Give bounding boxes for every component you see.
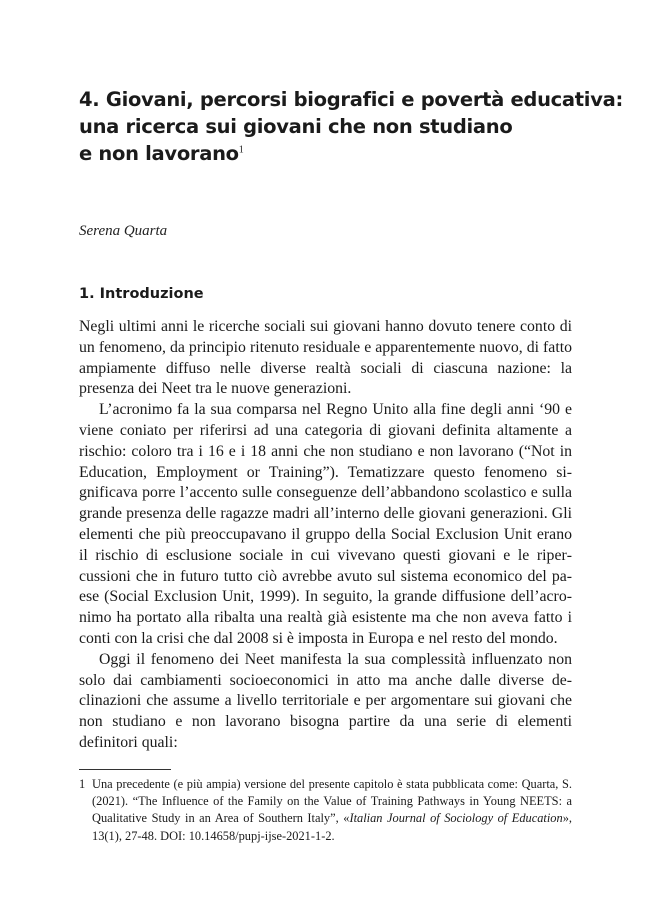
paragraph-3: Oggi il fenomeno dei Neet manifesta la sua complessità influenzato non solo dai cambiamenti socioeconomici in atto ma anche dalle diverse declinazioni che assume a livello territoriale e per argomentare sui giovani che non studiano e non lavorano bisogna partire da una serie di elementi definitori quali: bbox=[79, 650, 572, 751]
chapter-title-line-3-text: e non lavorano bbox=[79, 142, 239, 165]
footnote bbox=[79, 776, 572, 845]
footnote-text-before: Una precedente (e più ampia) versione del presente capitolo è stata pubblicata come: Quarta, S. (2021). “The Influence of the Family on the Value of Training Pathways in Young NEETS: a Qualitative Study in an Area of Southern Italy”, « bbox=[92, 777, 572, 826]
footnote-text-after: », 13(1), 27-48. DOI: 10.14658/pupj-ijse-2021-1-2. bbox=[92, 811, 572, 843]
body-text bbox=[79, 317, 572, 754]
section-heading: 1. Introduzione bbox=[79, 286, 204, 302]
footnote-number: 1 bbox=[79, 777, 86, 791]
footnote-reference[interactable]: 1 bbox=[238, 144, 244, 156]
paragraph-1: Negli ultimi anni le ricerche sociali sui giovani hanno dovuto tenere conto di un fenomeno, da principio ritenuto residuale e apparentemente nuovo, di fatto ampiamente diffuso nelle diverse realtà sociali di ciascuna nazione: la presenza dei Neet tra le nuove generazioni. bbox=[79, 318, 572, 398]
author-name: Serena Quarta bbox=[79, 223, 168, 239]
footnote-journal-title: Italian Journal of Sociology of Education bbox=[349, 811, 563, 826]
chapter-title-line-3 bbox=[79, 140, 599, 167]
chapter-title bbox=[79, 86, 623, 167]
footnote-divider bbox=[79, 769, 171, 770]
chapter-title-line-2: una ricerca sui giovani che non studiano bbox=[79, 115, 513, 138]
footnote-text bbox=[79, 776, 572, 845]
paragraph-2: L’acronimo fa la sua comparsa nel Regno Unito alla fine degli anni ‘90 e viene coniato per riferirsi ad una categoria di giovani definita altamente a rischio: coloro tra i 16 e i 18 anni che non studiano e non lavorano (“Not in Education, Employment or Training”). Tematizzare questo fenomeno significava porre l’accento sulle conseguenze dell’abbandono scolastico e sulla grande presenza delle ragazze madri all’interno delle giovani generazioni. Gli elementi che più preoccupavano il gruppo della Social Exclusion Unit erano il rischio di esclusione sociale in cui vivevano questi giovani e le ripercussioni che in futuro tutto ciò avrebbe avuto sul sistema economico del paese (Social Exclusion Unit, 1999). In seguito, la grande diffusione dell’acronimo ha portato alla ribalta una realtà già esistente ma che non aveva fatto i conti con la crisi che dal 2008 si è imposta in Europa e nel resto del mondo. bbox=[79, 401, 572, 647]
chapter-title-line-1: 4. Giovani, percorsi biografici e povertà educativa: bbox=[79, 88, 623, 111]
